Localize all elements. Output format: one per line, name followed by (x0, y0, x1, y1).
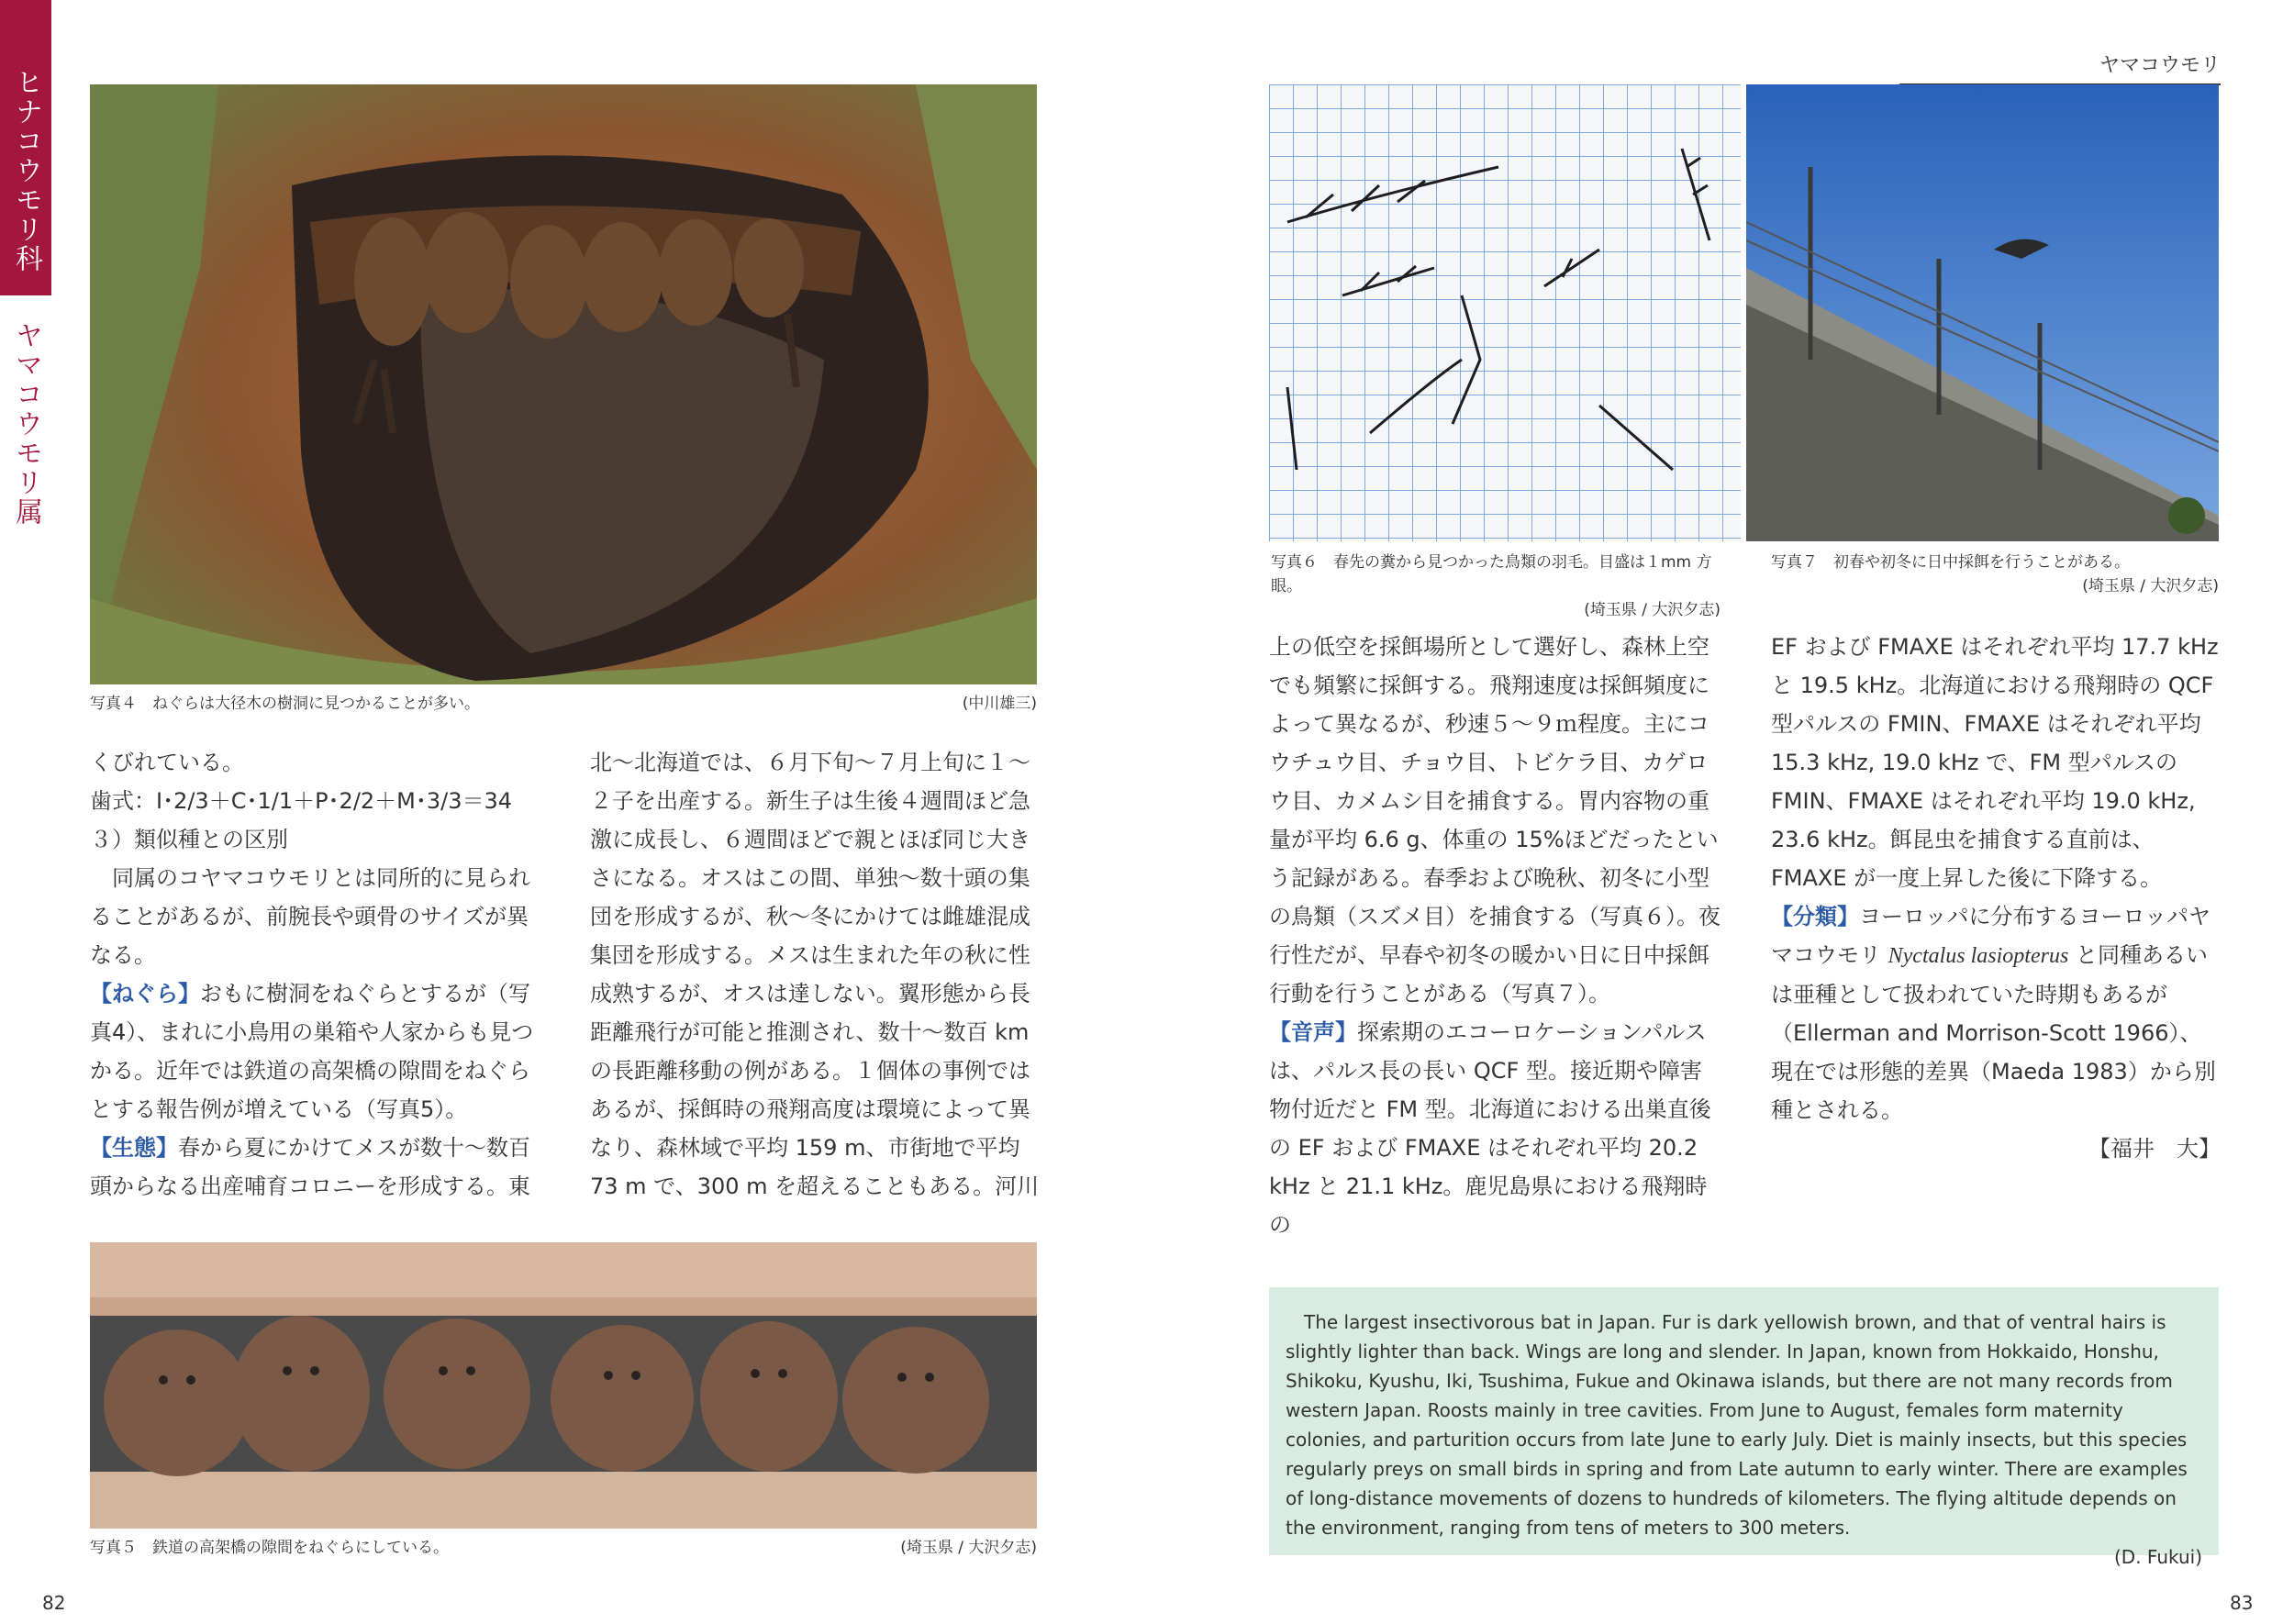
voice-heading: 【音声】 (1269, 1019, 1357, 1045)
text-column-1 (90, 743, 543, 1206)
voice-paragraph (1269, 1013, 1722, 1244)
photo-6-feathers (1269, 84, 1741, 541)
photo-5-viaduct-roost (90, 1242, 1037, 1529)
ecology-paragraph (90, 1129, 543, 1206)
col4-text: EF および FMAXE はそれぞれ平均 17.7 kHz と 19.5 kHz。北海道における飛翔時の QCF 型パルスの FMIN、FMAXE はそれぞれ平均 15.3 kHz, 19.0 kHz で、FM 型パルスの FMIN、FMAXE はそれぞれ平均 19.0 kHz, 23.6 kHz。餌昆虫を捕食する直前は、FMAXE が一度上昇した後に下降する。 (1771, 634, 2219, 891)
english-summary-author: (D. Fukui) (2113, 1546, 2202, 1568)
photo-4-caption-text: 写真４ ねぐらは大径木の樹洞に見つかることが多い。 (90, 695, 480, 713)
english-summary-box (1269, 1287, 2219, 1568)
voice-text: 探索期のエコーロケーションパルスは、パルス長の長い QCF 型。接近期や障害物付近だと FM 型。北海道における出巣直後の EF および FMAXE はそれぞれ平均 20.2 kHz と 21.1 kHz。鹿児島県における飛翔時の (1269, 1019, 1711, 1238)
col2-text: 北〜北海道では、６月下旬〜７月上旬に１〜２子を出産する。新生子は生後４週間ほど急激に成長し、６週間ほどで親とほぼ同じ大きさになる。オスはこの間、単独〜数十頭の集団を形成するが、秋〜冬にかけては雌雄混成集団を形成する。メスは生まれた年の秋に性成熟するが、オスは達しない。翼形態から長距離飛行が可能と推測され、数十〜数百 km の長距離移動の例がある。１個体の事例ではあるが、採餌時の飛翔高度は環境によって異なり、森林域で平均 159 m、市街地で平均 73 m で、300 m を超えることもある。河川 (590, 750, 1040, 1199)
ecology-heading: 【生態】 (90, 1135, 178, 1161)
similar-species-text: 同属のコヤマコウモリとは同所的に見られることがあるが、前腕長や頭骨のサイズが異なる。 (90, 865, 530, 968)
text-column-4 (1771, 628, 2221, 1168)
photo-7-credit: (埼玉県 / 大沢夕志) (2082, 577, 2219, 595)
genus-label: ヤマコウモリ属 (10, 321, 42, 527)
family-label: ヒナコウモリ科 (10, 68, 42, 273)
running-header: ヤマコウモリ (1899, 50, 2221, 85)
classification-text-pre: ヨーロッパに分布するヨーロッパヤマコウモリ (1771, 904, 2211, 968)
photo-5-caption (90, 1536, 1037, 1560)
roost-text: おもに樹洞をねぐらとするが（写真4）、まれに小鳥用の巣箱や人家からも見つかる。近年では鉄道の高架橋の隙間をねぐらとする報告例が増えている（写真5）。 (90, 981, 534, 1122)
text-column-2 (590, 743, 1040, 1206)
col1-line1: くびれている。 (90, 750, 244, 775)
photo-4-tree-cavity (90, 84, 1037, 684)
scientific-name: Nyctalus lasiopterus (1888, 944, 2069, 968)
classification-paragraph (1771, 897, 2221, 1129)
roost-paragraph (90, 974, 543, 1129)
author-name: 【福井 大】 (2088, 1136, 2221, 1162)
photo-7-flying-bat (1746, 84, 2219, 541)
photo-6-credit: (埼玉県 / 大沢夕志) (1584, 601, 1720, 619)
classification-text-post: と同種あるいは亜種として扱われていた時期もあるが（Ellerman and Morrison-Scott 1966）、現在では形態的差異（Maeda 1983）から別種とされる。 (1771, 942, 2216, 1123)
photo-6-caption (1271, 551, 1720, 622)
text-column-3 (1269, 628, 1722, 1244)
col3-text: 上の低空を採餌場所として選好し、森林上空でも頻繁に採餌する。飛翔速度は採餌頻度によって異なるが、秒速５〜９ｍ程度。主にコウチュウ目、チョウ目、トビケラ目、カゲロウ目、カメムシ目を捕食する。胃内容物の重量が平均 6.6 g、体重の 15%ほどだったという記録がある。春季および晩秋、初冬に小型の鳥類（スズメ目）を捕食する（写真６）。夜行性だが、早春や初冬の暖かい日に日中採餌行動を行うことがある（写真７）。 (1269, 634, 1720, 1007)
photo-7-caption-text: 写真７ 初春や初冬に日中採餌を行うことがある。 (1771, 553, 2130, 572)
english-summary-text: The largest insectivorous bat in Japan. Fur is dark yellowish brown, and that of ventral hairs is slightly lighter than back. Wings are long and slender. In Japan, known from Hokkaido, Honshu, Shikoku, Kyushu, Iki, Tsushima, Fukue and Okinawa islands, but there are not many records from western Japan. Roosts mainly in tree cavities. From June to August, females form maternity colonies, and parturition occurs from late June to early July. Diet is mainly insects, but this species regularly preys on small birds in spring and from Late autumn to early winter. There are examples of long-distance movements of dozens to hundreds of kilometers. The flying altitude depends on the environment, ranging from tens of meters to 300 meters. (1286, 1311, 2188, 1539)
photo-6-caption-text: 写真６ 春先の糞から見つかった鳥類の羽毛。目盛は１mm 方眼。 (1271, 553, 1712, 595)
dental-formula: 歯式：I･2/3＋C･1/1＋P･2/2＋M･3/3＝34 (90, 788, 513, 814)
page-number-right: 83 (2230, 1592, 2254, 1614)
family-tab (0, 0, 51, 295)
roost-heading: 【ねぐら】 (90, 981, 200, 1007)
photo-7-caption (1771, 551, 2219, 598)
photo-4-caption (90, 692, 1037, 716)
photo-4-credit: (中川雄三) (962, 695, 1037, 713)
similar-species-heading: ３）類似種との区別 (90, 827, 288, 852)
page-number-left: 82 (42, 1592, 66, 1614)
classification-heading: 【分類】 (1771, 904, 1859, 929)
ecology-text: 春から夏にかけてメスが数十〜数百頭からなる出産哺育コロニーを形成する。東 (90, 1135, 530, 1199)
photo-5-caption-text: 写真５ 鉄道の高架橋の隙間をねぐらにしている。 (90, 1539, 449, 1557)
photo-5-credit: (埼玉県 / 大沢夕志) (900, 1539, 1037, 1557)
